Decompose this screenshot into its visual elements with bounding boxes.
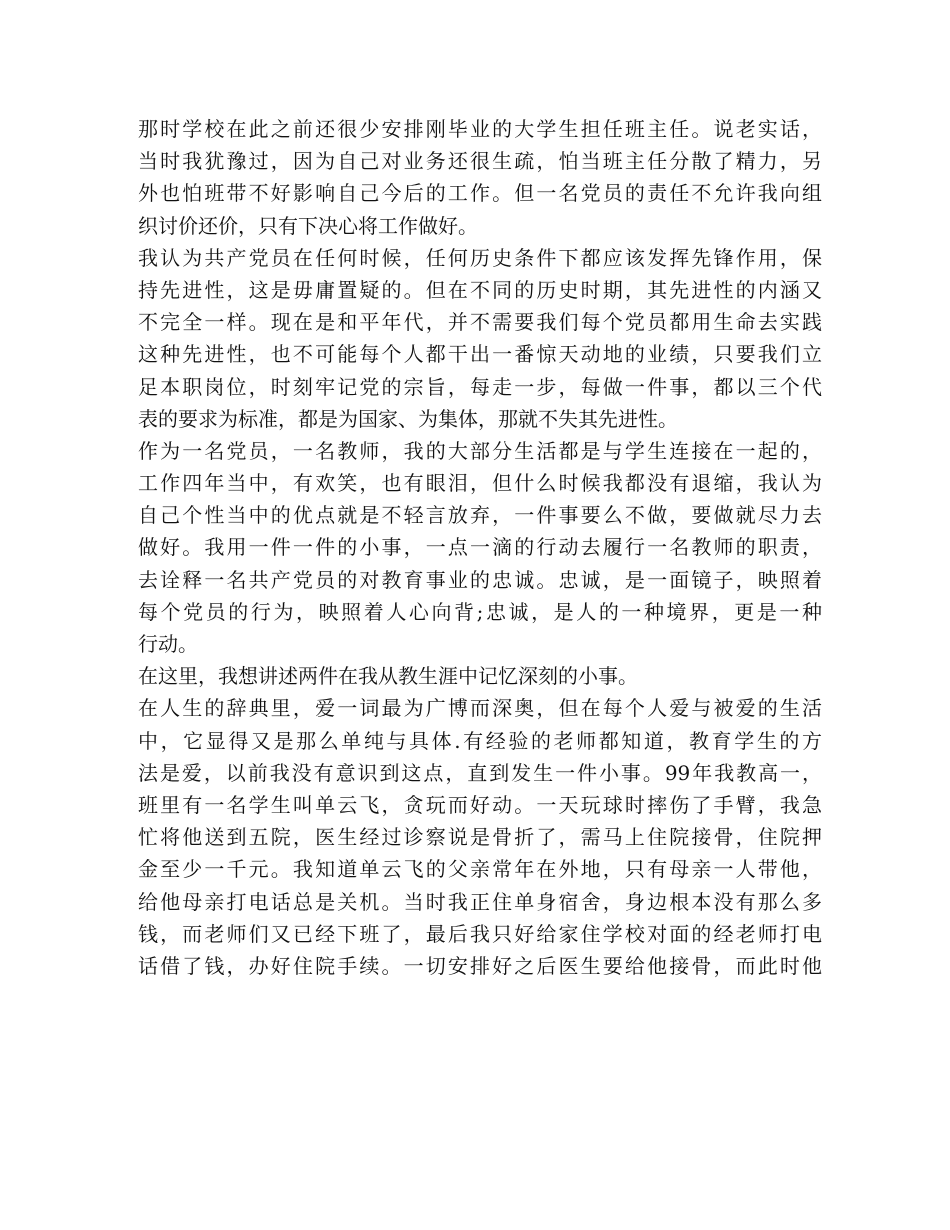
text-line: 我认为共产党员在任何时候，任何历史条件下都应该发挥先锋作用，保 — [138, 245, 822, 270]
text-line: 表的要求为标准，都是为国家、为集体，那就不失其先进性。 — [138, 406, 678, 431]
paragraph-5 — [138, 692, 822, 982]
text-line: 自己个性当中的优点就是不轻言放弃，一件事要么不做，要做就尽力去 — [138, 503, 822, 528]
text-line: 这种先进性，也不可能每个人都干出一番惊天动地的业绩，只要我们立 — [138, 342, 822, 367]
document-body — [138, 113, 822, 982]
text-line: 作为一名党员，一名教师，我的大部分生活都是与学生连接在一起的， — [138, 438, 822, 463]
text-line: 话借了钱，办好住院手续。一切安排好之后医生要给他接骨，而此时他 — [138, 953, 822, 978]
text-line: 中，它显得又是那么单纯与具体.有经验的老师都知道，教育学生的方 — [138, 728, 822, 753]
paragraph-1 — [138, 113, 822, 242]
text-line: 那时学校在此之前还很少安排刚毕业的大学生担任班主任。说老实话， — [138, 117, 822, 141]
text-line: 持先进性，这是毋庸置疑的。但在不同的历史时期，其先进性的内涵又 — [138, 277, 822, 302]
text-line: 足本职岗位，时刻牢记党的宗旨，每走一步，每做一件事，都以三个代 — [138, 374, 822, 399]
text-line: 金至少一千元。我知道单云飞的父亲常年在外地，只有母亲一人带他， — [138, 857, 822, 882]
text-line: 外也怕班带不好影响自己今后的工作。但一名党员的责任不允许我向组 — [138, 181, 822, 206]
text-line: 每个党员的行为，映照着人心向背;忠诚，是人的一种境界，更是一种 — [138, 599, 822, 624]
text-line: 去诠释一名共产党员的对教育事业的忠诚。忠诚，是一面镜子，映照着 — [138, 567, 822, 592]
text-line: 钱，而老师们又已经下班了，最后我只好给家住学校对面的经老师打电 — [138, 921, 822, 946]
text-line: 在这里，我想讲述两件在我从教生涯中记忆深刻的小事。 — [138, 664, 638, 689]
paragraph-4 — [138, 660, 822, 692]
text-line: 给他母亲打电话总是关机。当时我正住单身宿舍，身边根本没有那么多 — [138, 889, 822, 914]
text-line: 班里有一名学生叫单云飞，贪玩而好动。一天玩球时摔伤了手臂，我急 — [138, 792, 822, 817]
text-line: 法是爱，以前我没有意识到这点，直到发生一件小事。99年我教高一， — [138, 760, 822, 785]
text-line: 在人生的辞典里，爱一词最为广博而深奥，但在每个人爱与被爱的生活 — [138, 696, 822, 721]
text-line: 当时我犹豫过，因为自己对业务还很生疏，怕当班主任分散了精力，另 — [138, 149, 822, 174]
text-line: 织讨价还价，只有下决心将工作做好。 — [138, 213, 478, 238]
text-line: 不完全一样。现在是和平年代，并不需要我们每个党员都用生命去实践 — [138, 310, 822, 335]
text-line: 工作四年当中，有欢笑，也有眼泪，但什么时候我都没有退缩，我认为 — [138, 471, 822, 496]
text-line: 行动。 — [138, 632, 198, 656]
text-line: 忙将他送到五院，医生经过诊察说是骨折了，需马上住院接骨，住院押 — [138, 825, 822, 850]
text-line: 做好。我用一件一件的小事，一点一滴的行动去履行一名教师的职责， — [138, 535, 822, 560]
paragraph-3 — [138, 435, 822, 660]
paragraph-2 — [138, 242, 822, 435]
